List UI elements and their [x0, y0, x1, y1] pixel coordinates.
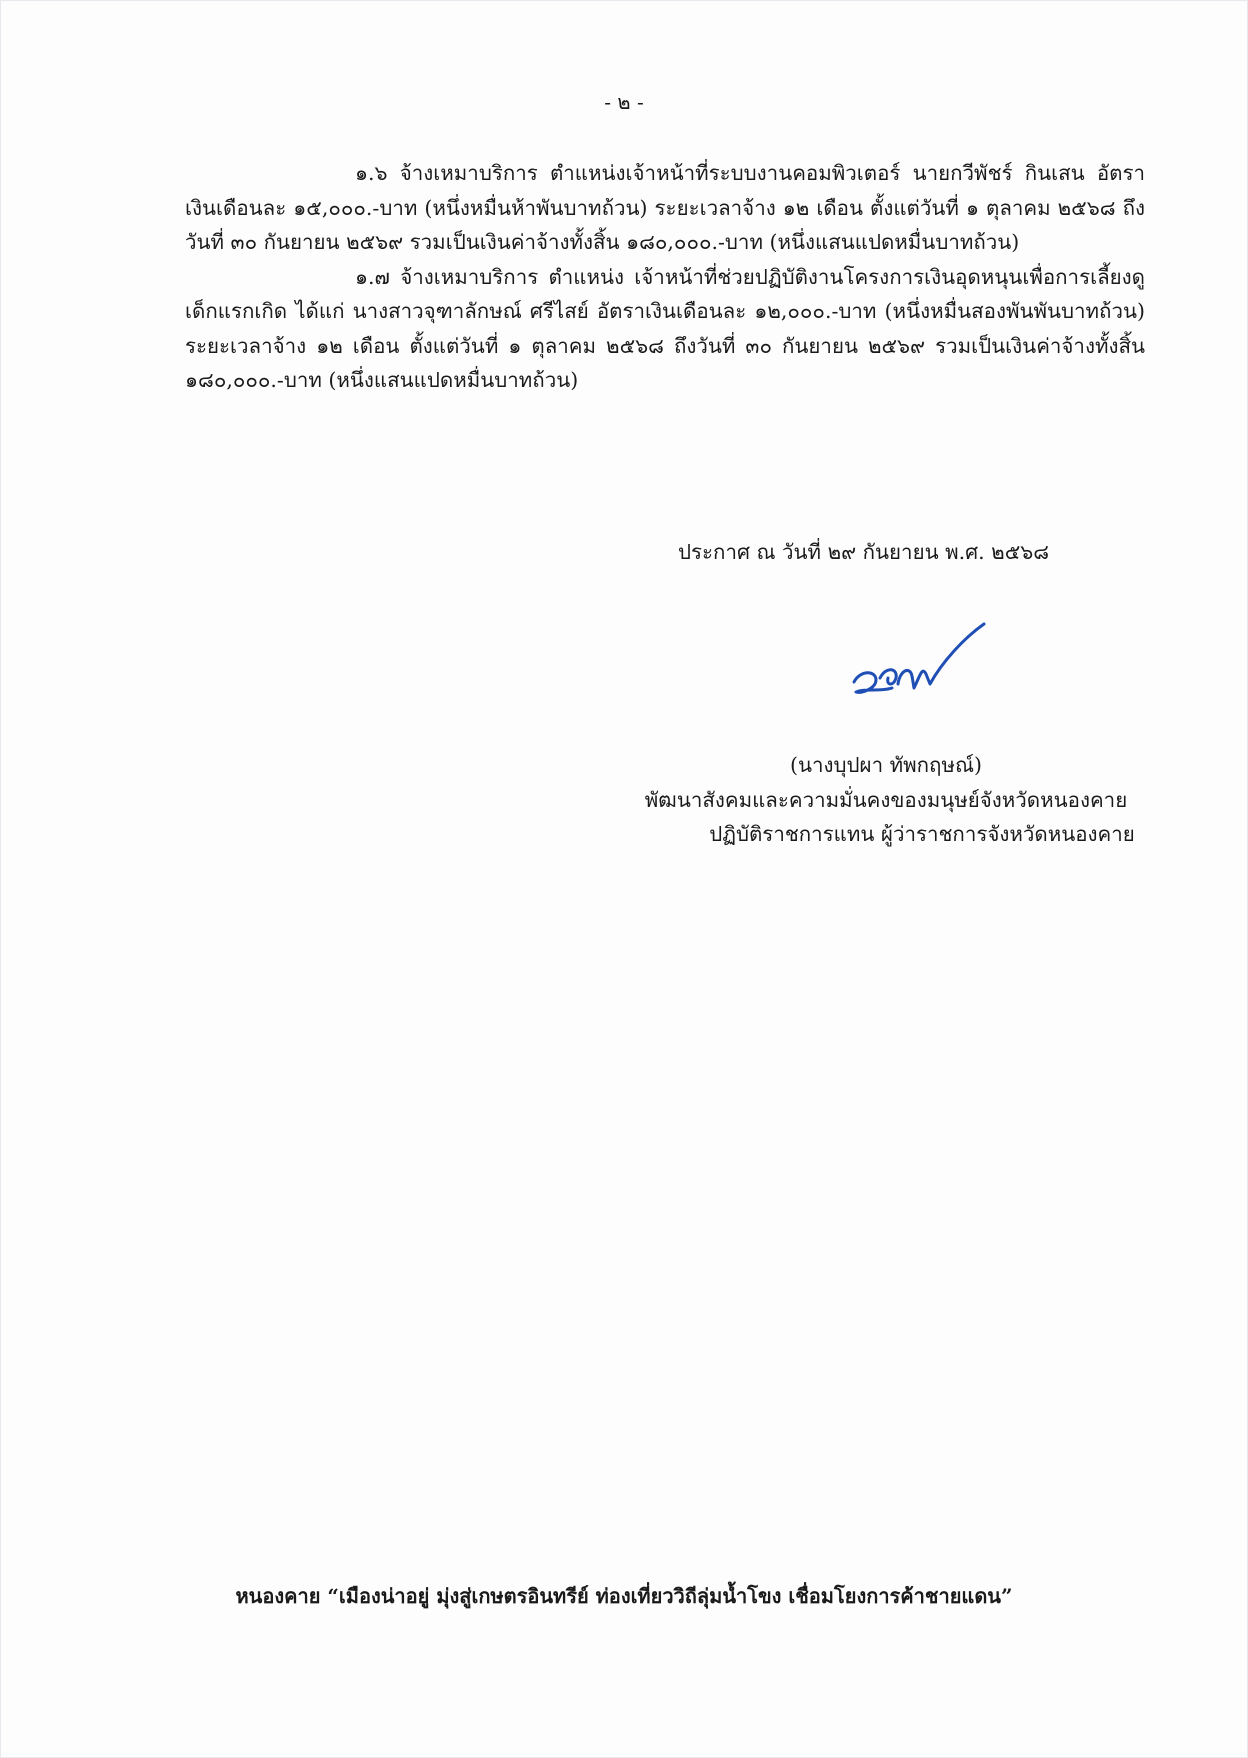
- paragraph-1-7: ๑.๗ จ้างเหมาบริการ ตำแหน่ง เจ้าหน้าที่ช่วยปฏิบัติงานโครงการเงินอุดหนุนเพื่อการเลี้ยงดูเด็กแรกเกิด ได้แก่ นางสาวจุฑาลักษณ์ ศรีไสย์ อัตราเงินเดือนละ ๑๒,๐๐๐.-บาท (หนึ่งหมื่นสองพันพันบาทถ้วน) ระยะเวลาจ้าง ๑๒ เดือน ตั้งแต่วันที่ ๑ ตุลาคม ๒๕๖๘ ถึงวันที่ ๓๐ กันยายน ๒๕๖๙ รวมเป็นเงินค่าจ้างทั้งสิ้น ๑๘๐,๐๐๐.-บาท (หนึ่งแสนแปดหมื่นบาทถ้วน): [185, 264, 1145, 392]
- signatory-title-line-1: พัฒนาสังคมและความมั่นคงของมนุษย์จังหวัดหนองคาย: [644, 787, 1128, 812]
- signatory-name: (นางบุปผา ทัพกฤษณ์): [790, 753, 982, 777]
- signatory-title-line-2: ปฏิบัติราชการแทน ผู้ว่าราชการจังหวัดหนองคาย: [709, 822, 1135, 846]
- signatory-block: [620, 748, 1180, 852]
- announcement-date: ประกาศ ณ วันที่ ๒๙ กันยายน พ.ศ. ๒๕๖๘: [678, 540, 1050, 564]
- handwritten-signature: [846, 622, 996, 718]
- document-body: [185, 156, 1145, 398]
- footer-motto: หนองคาย “เมืองน่าอยู่ มุ่งสู่เกษตรอินทรีย์ ท่องเที่ยววิถีลุ่มน้ำโขง เชื่อมโยงการค้าชายแดน”: [235, 1584, 1013, 1608]
- paragraph-1-6: ๑.๖ จ้างเหมาบริการ ตำแหน่งเจ้าหน้าที่ระบบงานคอมพิวเตอร์ นายกวีพัชร์ กินเสน อัตราเงินเดือนละ ๑๕,๐๐๐.-บาท (หนึ่งหมื่นห้าพันบาทถ้วน) ระยะเวลาจ้าง ๑๒ เดือน ตั้งแต่วันที่ ๑ ตุลาคม ๒๕๖๘ ถึงวันที่ ๓๐ กันยายน ๒๕๖๙ รวมเป็นเงินค่าจ้างทั้งสิ้น ๑๘๐,๐๐๐.-บาท (หนึ่งแสนแปดหมื่นบาทถ้วน): [185, 161, 1145, 254]
- page-number: - ๒ -: [604, 90, 644, 114]
